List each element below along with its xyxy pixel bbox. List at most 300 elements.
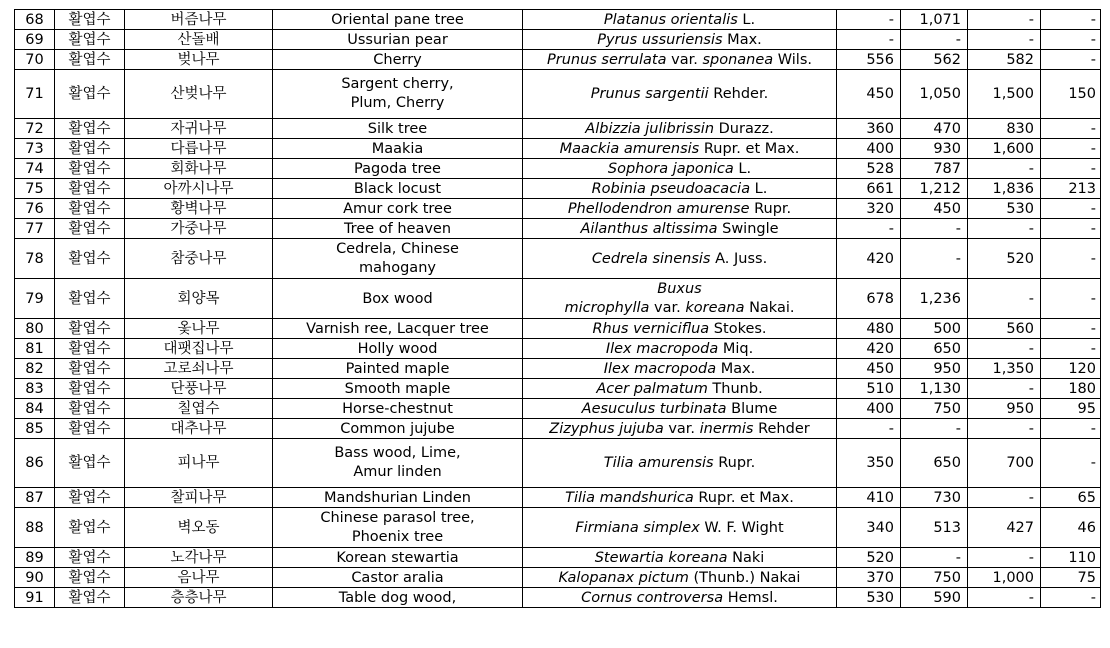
korean-name-cell: 대팻집나무 <box>125 339 273 359</box>
scientific-author: Hemsl. <box>723 589 778 606</box>
english-name-line: mahogany <box>359 259 436 276</box>
value-cell-3: - <box>968 588 1041 608</box>
tree-type-cell: 활엽수 <box>55 239 125 279</box>
row-number-cell: 68 <box>15 10 55 30</box>
scientific-author: L. <box>737 11 756 28</box>
value-cell-3: - <box>968 419 1041 439</box>
table-row <box>15 419 1101 439</box>
scientific-name-cell <box>523 319 837 339</box>
english-name-line: Chinese parasol tree, <box>320 509 475 526</box>
value-cell-1: 400 <box>837 139 901 159</box>
value-cell-2: - <box>901 219 968 239</box>
value-cell-4: - <box>1041 588 1101 608</box>
value-cell-3: - <box>968 279 1041 319</box>
scientific-name-cell <box>523 279 837 319</box>
value-cell-4: - <box>1041 319 1101 339</box>
english-name-line: Holly wood <box>357 340 438 357</box>
value-cell-3: 1,000 <box>968 568 1041 588</box>
value-cell-4: - <box>1041 199 1101 219</box>
english-name-line: Silk tree <box>367 120 428 137</box>
value-cell-1: - <box>837 30 901 50</box>
row-number-cell: 73 <box>15 139 55 159</box>
scientific-epithet: Tilia amurensis <box>603 455 714 471</box>
table-row <box>15 399 1101 419</box>
value-cell-4: - <box>1041 279 1101 319</box>
value-cell-1: 400 <box>837 399 901 419</box>
scientific-author: W. F. Wight <box>699 519 784 536</box>
scientific-name-cell <box>523 439 837 488</box>
tree-type-cell: 활엽수 <box>55 119 125 139</box>
korean-name-cell: 단풍나무 <box>125 379 273 399</box>
value-cell-2: 513 <box>901 508 968 548</box>
tree-type-cell: 활엽수 <box>55 379 125 399</box>
english-name-cell <box>273 179 523 199</box>
value-cell-2: - <box>901 30 968 50</box>
english-name-cell <box>273 10 523 30</box>
value-cell-1: 450 <box>837 70 901 119</box>
table-row <box>15 379 1101 399</box>
value-cell-2: 562 <box>901 50 968 70</box>
value-cell-3: - <box>968 488 1041 508</box>
value-cell-4: - <box>1041 30 1101 50</box>
row-number-cell: 71 <box>15 70 55 119</box>
korean-name-cell: 회화나무 <box>125 159 273 179</box>
scientific-name-cell <box>523 159 837 179</box>
scientific-epithet: Kalopanax pictum <box>558 569 689 586</box>
english-name-cell <box>273 239 523 279</box>
english-name-cell <box>273 488 523 508</box>
value-cell-1: 420 <box>837 339 901 359</box>
scientific-author: Rupr. et Max. <box>699 140 800 157</box>
english-name-cell <box>273 219 523 239</box>
value-cell-3: 700 <box>968 439 1041 488</box>
korean-name-cell: 버즘나무 <box>125 10 273 30</box>
tree-type-cell: 활엽수 <box>55 588 125 608</box>
table-row <box>15 508 1101 548</box>
english-name-line: Sargent cherry, <box>341 76 454 92</box>
value-cell-2: 450 <box>901 199 968 219</box>
value-cell-3: 950 <box>968 399 1041 419</box>
korean-name-cell: 찰피나무 <box>125 488 273 508</box>
scientific-name-cell <box>523 10 837 30</box>
scientific-name-cell <box>523 339 837 359</box>
table-row <box>15 588 1101 608</box>
row-number-cell: 84 <box>15 399 55 419</box>
row-number-cell: 81 <box>15 339 55 359</box>
korean-name-cell: 가중나무 <box>125 219 273 239</box>
tree-type-cell: 활엽수 <box>55 339 125 359</box>
value-cell-2: 650 <box>901 439 968 488</box>
value-cell-1: - <box>837 219 901 239</box>
korean-name-cell: 피나무 <box>125 439 273 488</box>
value-cell-1: 530 <box>837 588 901 608</box>
tree-type-cell: 활엽수 <box>55 50 125 70</box>
scientific-epithet: Zizyphus jujuba <box>549 420 664 437</box>
tree-type-cell: 활엽수 <box>55 488 125 508</box>
scientific-epithet: Cedrela sinensis <box>591 250 711 267</box>
value-cell-4: 110 <box>1041 548 1101 568</box>
scientific-epithet: Robinia pseudoacacia <box>591 180 751 197</box>
scientific-name-cell <box>523 219 837 239</box>
value-cell-3: 530 <box>968 199 1041 219</box>
value-cell-4: - <box>1041 419 1101 439</box>
english-name-line: Oriental pane tree <box>331 11 464 28</box>
value-cell-4: 180 <box>1041 379 1101 399</box>
english-name-cell <box>273 439 523 488</box>
value-cell-2: 1,050 <box>901 70 968 119</box>
value-cell-2: - <box>901 239 968 279</box>
row-number-cell: 91 <box>15 588 55 608</box>
tree-type-cell: 활엽수 <box>55 199 125 219</box>
value-cell-1: 528 <box>837 159 901 179</box>
scientific-epithet: microphylla <box>564 299 650 316</box>
tree-type-cell: 활엽수 <box>55 30 125 50</box>
scientific-name-cell <box>523 588 837 608</box>
english-name-line: Box wood <box>362 290 433 307</box>
table-row <box>15 70 1101 119</box>
english-name-line: Black locust <box>353 180 442 197</box>
row-number-cell: 89 <box>15 548 55 568</box>
scientific-author: Blume <box>726 400 778 417</box>
value-cell-1: 350 <box>837 439 901 488</box>
value-cell-2: 750 <box>901 399 968 419</box>
scientific-epithet: Ilex macropoda <box>605 340 719 357</box>
value-cell-4: - <box>1041 10 1101 30</box>
value-cell-3: 582 <box>968 50 1041 70</box>
value-cell-2: - <box>901 419 968 439</box>
english-name-line: Table dog wood, <box>338 589 457 606</box>
value-cell-1: 520 <box>837 548 901 568</box>
value-cell-2: 750 <box>901 568 968 588</box>
scientific-name-cell <box>523 508 837 548</box>
korean-name-cell: 아까시나무 <box>125 179 273 199</box>
tree-type-cell: 활엽수 <box>55 319 125 339</box>
row-number-cell: 72 <box>15 119 55 139</box>
scientific-epithet: Stewartia koreana <box>594 549 728 566</box>
scientific-epithet: Tilia mandshurica <box>565 489 694 506</box>
value-cell-2: 500 <box>901 319 968 339</box>
value-cell-4: - <box>1041 339 1101 359</box>
scientific-author: Rehder <box>753 420 810 437</box>
table-row <box>15 10 1101 30</box>
scientific-name-cell <box>523 359 837 379</box>
scientific-epithet: Firmiana simplex <box>575 519 700 536</box>
row-number-cell: 78 <box>15 239 55 279</box>
english-name-line: Smooth maple <box>344 380 451 397</box>
row-number-cell: 75 <box>15 179 55 199</box>
scientific-author: Rupr. et Max. <box>693 489 794 506</box>
table-row <box>15 159 1101 179</box>
value-cell-4: - <box>1041 159 1101 179</box>
table-row <box>15 199 1101 219</box>
english-name-line: Pagoda tree <box>354 160 441 177</box>
table-row <box>15 359 1101 379</box>
scientific-name-cell <box>523 119 837 139</box>
tree-type-cell: 활엽수 <box>55 548 125 568</box>
korean-name-cell: 노각나무 <box>125 548 273 568</box>
value-cell-2: 1,130 <box>901 379 968 399</box>
scientific-name-cell <box>523 50 837 70</box>
english-name-line: Ussurian pear <box>347 31 448 48</box>
tree-type-cell: 활엽수 <box>55 568 125 588</box>
scientific-epithet: Acer palmatum <box>596 380 708 397</box>
value-cell-2: 650 <box>901 339 968 359</box>
scientific-epithet: sponanea <box>702 51 774 68</box>
value-cell-3: 1,500 <box>968 70 1041 119</box>
english-name-cell <box>273 319 523 339</box>
scientific-author: Thunb. <box>707 380 763 397</box>
scientific-epithet: Sophora japonica <box>607 160 734 177</box>
row-number-cell: 85 <box>15 419 55 439</box>
scientific-author: var. <box>663 420 700 437</box>
value-cell-1: 661 <box>837 179 901 199</box>
scientific-epithet: Platanus orientalis <box>603 11 738 28</box>
english-name-line: Castor aralia <box>351 569 444 586</box>
english-name-line: Amur cork tree <box>343 200 452 217</box>
value-cell-1: 370 <box>837 568 901 588</box>
value-cell-4: - <box>1041 239 1101 279</box>
scientific-author: (Thunb.) Nakai <box>688 569 801 586</box>
tree-type-cell: 활엽수 <box>55 279 125 319</box>
scientific-name-cell <box>523 70 837 119</box>
korean-name-cell: 산벚나무 <box>125 70 273 119</box>
korean-name-cell: 자귀나무 <box>125 119 273 139</box>
scientific-name-cell <box>523 399 837 419</box>
value-cell-3: - <box>968 159 1041 179</box>
row-number-cell: 70 <box>15 50 55 70</box>
table-row <box>15 439 1101 488</box>
row-number-cell: 80 <box>15 319 55 339</box>
row-number-cell: 83 <box>15 379 55 399</box>
korean-name-cell: 칠엽수 <box>125 399 273 419</box>
korean-name-cell: 벚나무 <box>125 50 273 70</box>
scientific-author: var. <box>666 51 703 68</box>
value-cell-2: 470 <box>901 119 968 139</box>
value-cell-4: 120 <box>1041 359 1101 379</box>
value-cell-4: 213 <box>1041 179 1101 199</box>
scientific-author: Nakai. <box>744 299 795 316</box>
value-cell-3: - <box>968 548 1041 568</box>
row-number-cell: 88 <box>15 508 55 548</box>
scientific-author: Durazz. <box>714 120 774 137</box>
table-row <box>15 319 1101 339</box>
table-row <box>15 279 1101 319</box>
value-cell-2: 787 <box>901 159 968 179</box>
tree-type-cell: 활엽수 <box>55 508 125 548</box>
table-row <box>15 30 1101 50</box>
value-cell-1: 340 <box>837 508 901 548</box>
scientific-epithet: Phellodendron amurense <box>567 200 750 217</box>
row-number-cell: 90 <box>15 568 55 588</box>
value-cell-4: 95 <box>1041 399 1101 419</box>
value-cell-1: 320 <box>837 199 901 219</box>
english-name-line: Cedrela, Chinese <box>336 240 459 257</box>
scientific-epithet: koreana <box>685 299 745 316</box>
english-name-cell <box>273 419 523 439</box>
value-cell-4: 75 <box>1041 568 1101 588</box>
value-cell-1: 556 <box>837 50 901 70</box>
scientific-author: L. <box>733 160 752 177</box>
scientific-name-cell <box>523 419 837 439</box>
value-cell-1: - <box>837 10 901 30</box>
scientific-name-cell <box>523 139 837 159</box>
english-name-cell <box>273 568 523 588</box>
korean-name-cell: 참중나무 <box>125 239 273 279</box>
scientific-name-cell <box>523 548 837 568</box>
english-name-line: Korean stewartia <box>336 549 459 566</box>
korean-name-cell: 산돌배 <box>125 30 273 50</box>
value-cell-4: 46 <box>1041 508 1101 548</box>
row-number-cell: 87 <box>15 488 55 508</box>
korean-name-cell: 옻나무 <box>125 319 273 339</box>
row-number-cell: 69 <box>15 30 55 50</box>
row-number-cell: 74 <box>15 159 55 179</box>
value-cell-3: 427 <box>968 508 1041 548</box>
english-name-cell <box>273 70 523 119</box>
scientific-epithet: Ilex macropoda <box>603 360 717 377</box>
value-cell-3: 1,600 <box>968 139 1041 159</box>
english-name-line: Tree of heaven <box>343 220 452 237</box>
row-number-cell: 76 <box>15 199 55 219</box>
tree-type-cell: 활엽수 <box>55 70 125 119</box>
value-cell-4: 65 <box>1041 488 1101 508</box>
value-cell-2: 1,071 <box>901 10 968 30</box>
value-cell-2: 590 <box>901 588 968 608</box>
scientific-name-cell <box>523 379 837 399</box>
value-cell-1: - <box>837 419 901 439</box>
english-name-line: Phoenix tree <box>351 528 444 545</box>
english-name-cell <box>273 199 523 219</box>
scientific-author: Rupr. <box>713 455 756 471</box>
table-row <box>15 568 1101 588</box>
value-cell-1: 360 <box>837 119 901 139</box>
scientific-epithet: Prunus sargentii <box>590 86 709 102</box>
korean-name-cell: 회양목 <box>125 279 273 319</box>
value-cell-4: - <box>1041 119 1101 139</box>
value-cell-3: - <box>968 339 1041 359</box>
english-name-line: Cherry <box>373 51 422 68</box>
scientific-author: L. <box>750 180 768 197</box>
value-cell-2: - <box>901 548 968 568</box>
species-table <box>14 9 1101 608</box>
value-cell-3: - <box>968 10 1041 30</box>
row-number-cell: 79 <box>15 279 55 319</box>
value-cell-1: 420 <box>837 239 901 279</box>
table-row <box>15 239 1101 279</box>
scientific-author: Stokes. <box>709 320 767 337</box>
tree-type-cell: 활엽수 <box>55 179 125 199</box>
value-cell-3: - <box>968 379 1041 399</box>
scientific-author: Max. <box>722 31 762 48</box>
scientific-name-cell <box>523 239 837 279</box>
english-name-cell <box>273 588 523 608</box>
value-cell-2: 730 <box>901 488 968 508</box>
korean-name-cell: 대추나무 <box>125 419 273 439</box>
english-name-cell <box>273 339 523 359</box>
value-cell-3: - <box>968 30 1041 50</box>
table-row <box>15 488 1101 508</box>
value-cell-3: 1,836 <box>968 179 1041 199</box>
scientific-epithet: Buxus <box>657 280 702 297</box>
table-row <box>15 119 1101 139</box>
english-name-line: Amur linden <box>353 464 442 480</box>
value-cell-1: 480 <box>837 319 901 339</box>
scientific-author: var. <box>649 299 686 316</box>
value-cell-2: 1,236 <box>901 279 968 319</box>
english-name-cell <box>273 399 523 419</box>
korean-name-cell: 다릅나무 <box>125 139 273 159</box>
value-cell-4: - <box>1041 219 1101 239</box>
english-name-cell <box>273 279 523 319</box>
value-cell-3: 830 <box>968 119 1041 139</box>
scientific-epithet: Maackia amurensis <box>559 140 700 157</box>
english-name-line: Plum, Cherry <box>350 95 445 111</box>
value-cell-3: - <box>968 219 1041 239</box>
english-name-cell <box>273 359 523 379</box>
scientific-epithet: Rhus verniciflua <box>592 320 710 337</box>
table-row <box>15 219 1101 239</box>
tree-type-cell: 활엽수 <box>55 439 125 488</box>
tree-type-cell: 활엽수 <box>55 359 125 379</box>
scientific-epithet: Ailanthus altissima <box>580 220 718 237</box>
scientific-author: Max. <box>716 360 756 377</box>
value-cell-2: 930 <box>901 139 968 159</box>
scientific-epithet: Aesuculus turbinata <box>581 400 727 417</box>
scientific-author: Naki <box>727 549 765 566</box>
scientific-author: Wils. <box>773 51 812 68</box>
korean-name-cell: 황벽나무 <box>125 199 273 219</box>
tree-type-cell: 활엽수 <box>55 399 125 419</box>
english-name-line: Mandshurian Linden <box>323 489 471 506</box>
scientific-name-cell <box>523 568 837 588</box>
value-cell-3: 1,350 <box>968 359 1041 379</box>
korean-name-cell: 음나무 <box>125 568 273 588</box>
scientific-author: A. Juss. <box>710 250 768 267</box>
tree-type-cell: 활엽수 <box>55 219 125 239</box>
scientific-author: Rehder. <box>708 86 769 102</box>
english-name-cell <box>273 119 523 139</box>
scientific-epithet: Albizzia julibrissin <box>585 120 715 137</box>
english-name-line: Common jujube <box>340 420 455 437</box>
english-name-cell <box>273 159 523 179</box>
korean-name-cell: 벽오동 <box>125 508 273 548</box>
table-body <box>15 10 1101 608</box>
english-name-line: Painted maple <box>345 360 450 377</box>
table-row <box>15 179 1101 199</box>
row-number-cell: 86 <box>15 439 55 488</box>
scientific-author: Miq. <box>718 340 754 357</box>
scientific-name-cell <box>523 179 837 199</box>
scientific-name-cell <box>523 30 837 50</box>
row-number-cell: 82 <box>15 359 55 379</box>
tree-type-cell: 활엽수 <box>55 159 125 179</box>
scientific-name-cell <box>523 488 837 508</box>
scientific-epithet: Prunus serrulata <box>546 51 667 68</box>
value-cell-4: - <box>1041 139 1101 159</box>
value-cell-1: 450 <box>837 359 901 379</box>
value-cell-3: 520 <box>968 239 1041 279</box>
english-name-cell <box>273 508 523 548</box>
value-cell-1: 678 <box>837 279 901 319</box>
value-cell-1: 410 <box>837 488 901 508</box>
species-table-container <box>14 9 1101 608</box>
tree-type-cell: 활엽수 <box>55 139 125 159</box>
english-name-cell <box>273 548 523 568</box>
scientific-epithet: Cornus controversa <box>581 589 724 606</box>
english-name-cell <box>273 50 523 70</box>
english-name-line: Varnish ree, Lacquer tree <box>306 320 489 337</box>
value-cell-4: - <box>1041 439 1101 488</box>
